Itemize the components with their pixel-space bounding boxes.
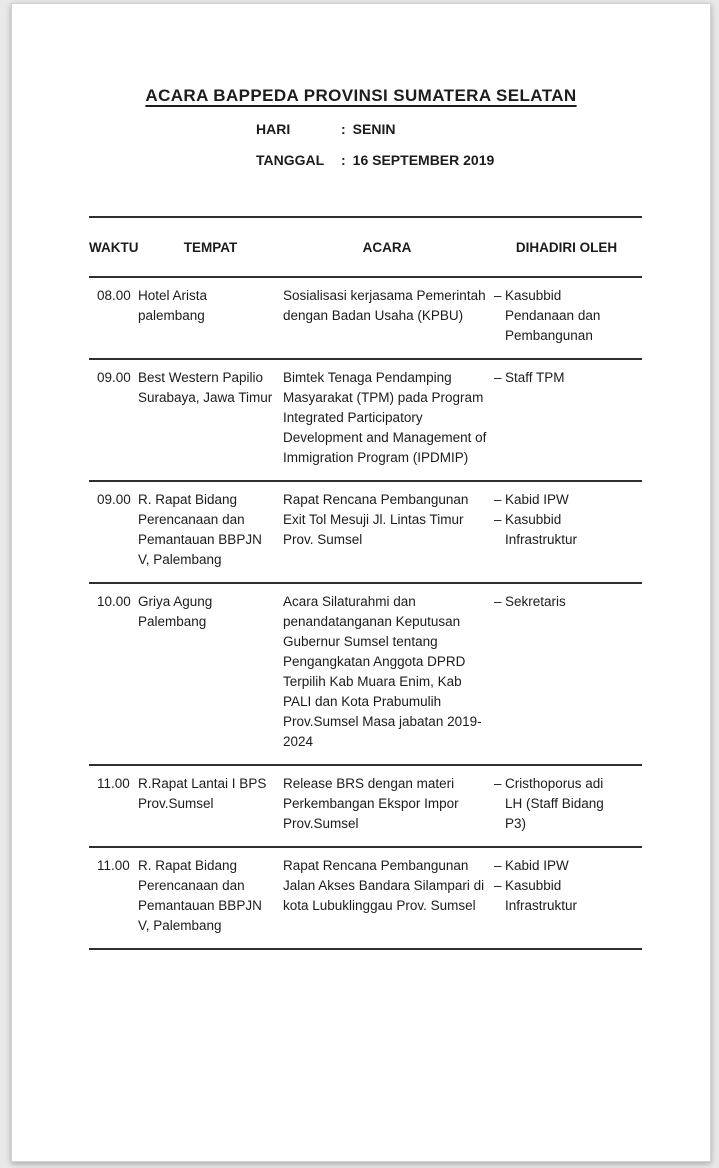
attendee-item [491,490,642,510]
column-header-acara: ACARA [362,239,412,255]
cell-waktu: 11.00 [97,858,130,873]
page-title: ACARA BAPPEDA PROVINSI SUMATERA SELATAN [145,86,577,105]
table-header-row [89,218,642,278]
attendee-name: Sekretaris [505,594,566,609]
document-page [11,3,711,1162]
attendee-list [491,774,642,834]
cell-acara: Sosialisasi kerjasama Pemerintah dengan Badan Usaha (KPBU) [283,288,486,323]
dash-bullet: – [494,370,502,385]
meta-colon: : [341,152,346,168]
meta-row-tanggal [256,152,494,183]
attendee-list [491,592,642,752]
attendee-item [491,286,642,346]
attendee-item [491,856,642,876]
meta-block [256,121,494,183]
meta-value: 16 SEPTEMBER 2019 [352,152,495,168]
dash-bullet: – [494,878,502,893]
schedule-table [89,216,642,950]
attendee-list [491,286,642,346]
meta-row-hari [256,121,494,152]
table-row [89,766,642,848]
attendee-item [491,774,642,834]
cell-waktu: 09.00 [97,492,131,507]
cell-acara: Release BRS dengan materi Perkembangan Ekspor Impor Prov.Sumsel [283,776,459,831]
cell-tempat: Best Western Papilio Surabaya, Jawa Timur [138,370,273,405]
cell-waktu: 09.00 [97,370,131,385]
cell-tempat: R. Rapat Bidang Perencanaan dan Pemantauan BBPJN V, Palembang [138,492,262,567]
dash-bullet: – [494,858,502,873]
meta-colon: : [341,121,346,137]
column-header-tempat: TEMPAT [183,239,238,255]
meta-label: HARI [256,121,291,137]
cell-acara: Bimtek Tenaga Pendamping Masyarakat (TPM) pada Program Integrated Participatory Development and Management of Immigration Program (IPDMIP) [283,370,487,465]
column-header-dihadiri: DIHADIRI OLEH [515,239,618,255]
meta-value: SENIN [352,121,396,137]
cell-acara: Rapat Rencana Pembangunan Jalan Akses Bandara Silampari di kota Lubuklinggau Prov. Sumsel [283,858,485,913]
attendee-list [491,856,642,936]
attendee-name: Staff TPM [505,370,565,385]
cell-tempat: Griya Agung Palembang [138,594,213,629]
cell-acara: Rapat Rencana Pembangunan Exit Tol Mesuji Jl. Lintas Timur Prov. Sumsel [283,492,469,547]
dash-bullet: – [494,492,502,507]
table-row [89,482,642,584]
cell-acara: Acara Silaturahmi dan penandatanganan Keputusan Gubernur Sumsel tentang Pengangkatan Anggota DPRD Terpilih Kab Muara Enim, Kab PALI dan Kota Prabumulih Prov.Sumsel Masa jabatan 2019-2024 [283,594,482,749]
attendee-list [491,368,642,468]
meta-label: TANGGAL [256,152,325,168]
attendee-name: Cristhoporus adi LH (Staff Bidang P3) [505,776,604,831]
attendee-name: Kasubbid Pendanaan dan Pembangunan [505,288,601,343]
cell-waktu: 11.00 [97,776,130,791]
cell-tempat: R.Rapat Lantai I BPS Prov.Sumsel [138,776,267,811]
attendee-name: Kabid IPW [505,492,569,507]
attendee-item [491,368,642,388]
dash-bullet: – [494,288,502,303]
attendee-item [491,510,642,550]
cell-waktu: 08.00 [97,288,131,303]
attendee-name: Kasubbid Infrastruktur [505,878,578,913]
cell-tempat: R. Rapat Bidang Perencanaan dan Pemantauan BBPJN V, Palembang [138,858,262,933]
attendee-name: Kasubbid Infrastruktur [505,512,578,547]
attendee-name: Kabid IPW [505,858,569,873]
cell-tempat: Hotel Arista palembang [138,288,208,323]
schedule-table-body [89,278,642,950]
dash-bullet: – [494,776,502,791]
dash-bullet: – [494,512,502,527]
document-header [12,86,710,106]
dash-bullet: – [494,594,502,609]
table-row [89,848,642,950]
table-row [89,584,642,766]
table-row [89,278,642,360]
attendee-item [491,876,642,916]
attendee-item [491,592,642,612]
cell-waktu: 10.00 [97,594,131,609]
column-header-waktu: WAKTU [89,239,139,255]
table-row [89,360,642,482]
attendee-list [491,490,642,570]
